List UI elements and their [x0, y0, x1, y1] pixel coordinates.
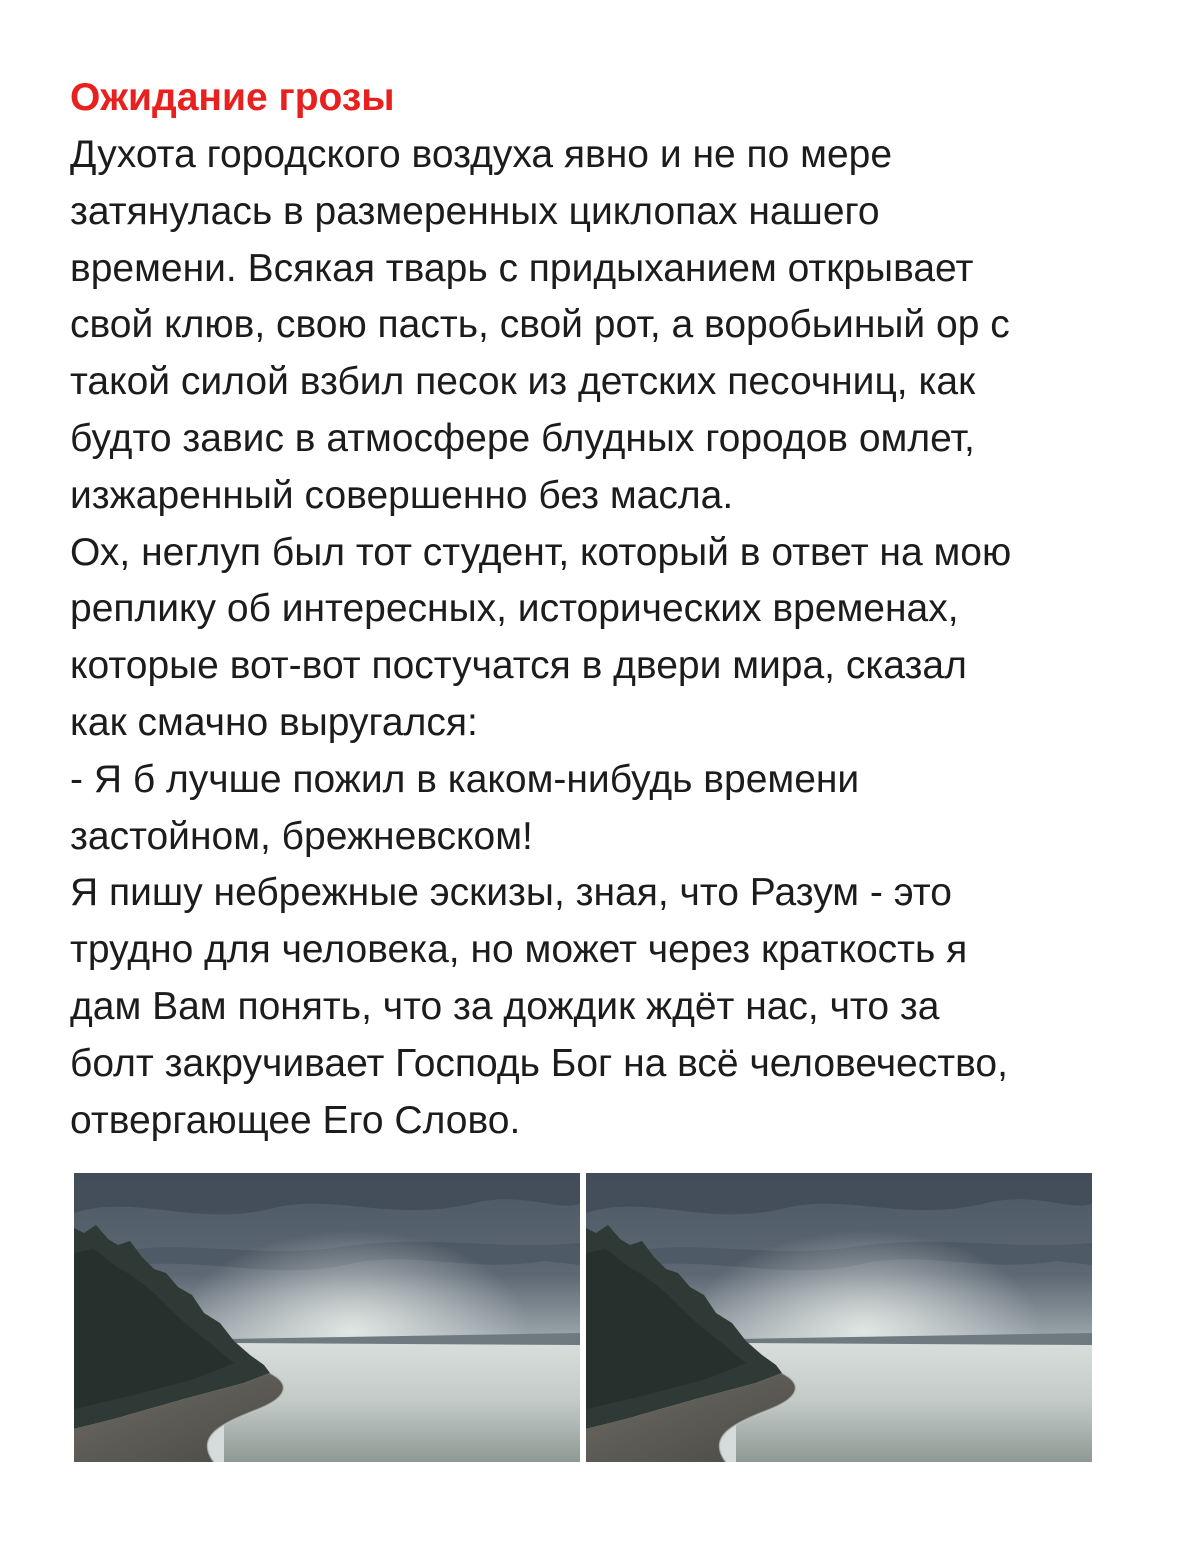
text-line: Я пишу небрежные эскизы, зная, что Разум - это: [70, 871, 952, 915]
text-line: дам Вам понять, что за дождик ждёт нас, что за: [70, 984, 940, 1028]
text-line: такой силой взбил песок из детских песочниц, как: [70, 360, 976, 404]
photo-row: [74, 1173, 1094, 1462]
text-line: будто завис в атмосфере блудных городов омлет,: [70, 416, 975, 460]
text-line: которые вот-вот постучатся в двери мира, сказал: [70, 644, 967, 688]
text-line: реплику об интересных, исторических временах,: [70, 587, 959, 631]
text-line: застойном, брежневском!: [70, 814, 533, 858]
storm-photo-right: [586, 1173, 1092, 1462]
storm-landscape-image: [74, 1173, 580, 1462]
text-line: свой клюв, свою пасть, свой рот, а воробьиный ор с: [70, 303, 1010, 347]
text-line: времени. Всякая тварь с придыханием открывает: [70, 246, 974, 290]
document-title: Ожидание грозы: [70, 76, 395, 119]
text-line: болт закручивает Господь Бог на всё человечество,: [70, 1041, 1008, 1085]
storm-landscape-image: [586, 1173, 1092, 1462]
document-body: [70, 127, 1190, 1149]
text-line: Ох, неглуп был тот студент, который в ответ на мою: [70, 530, 1012, 574]
text-line: затянулась в размеренных циклопах нашего: [70, 189, 880, 233]
text-line: - Я б лучше пожил в каком-нибудь времени: [70, 757, 860, 801]
text-line: изжаренный совершенно без масла.: [70, 473, 734, 517]
storm-photo-left: [74, 1173, 580, 1462]
text-line: как смачно выругался:: [70, 700, 478, 744]
text-line: отвергающее Его Слово.: [70, 1098, 521, 1142]
text-line: Духота городского воздуха явно и не по мере: [70, 133, 893, 176]
text-line: трудно для человека, но может через краткость я: [70, 928, 968, 972]
